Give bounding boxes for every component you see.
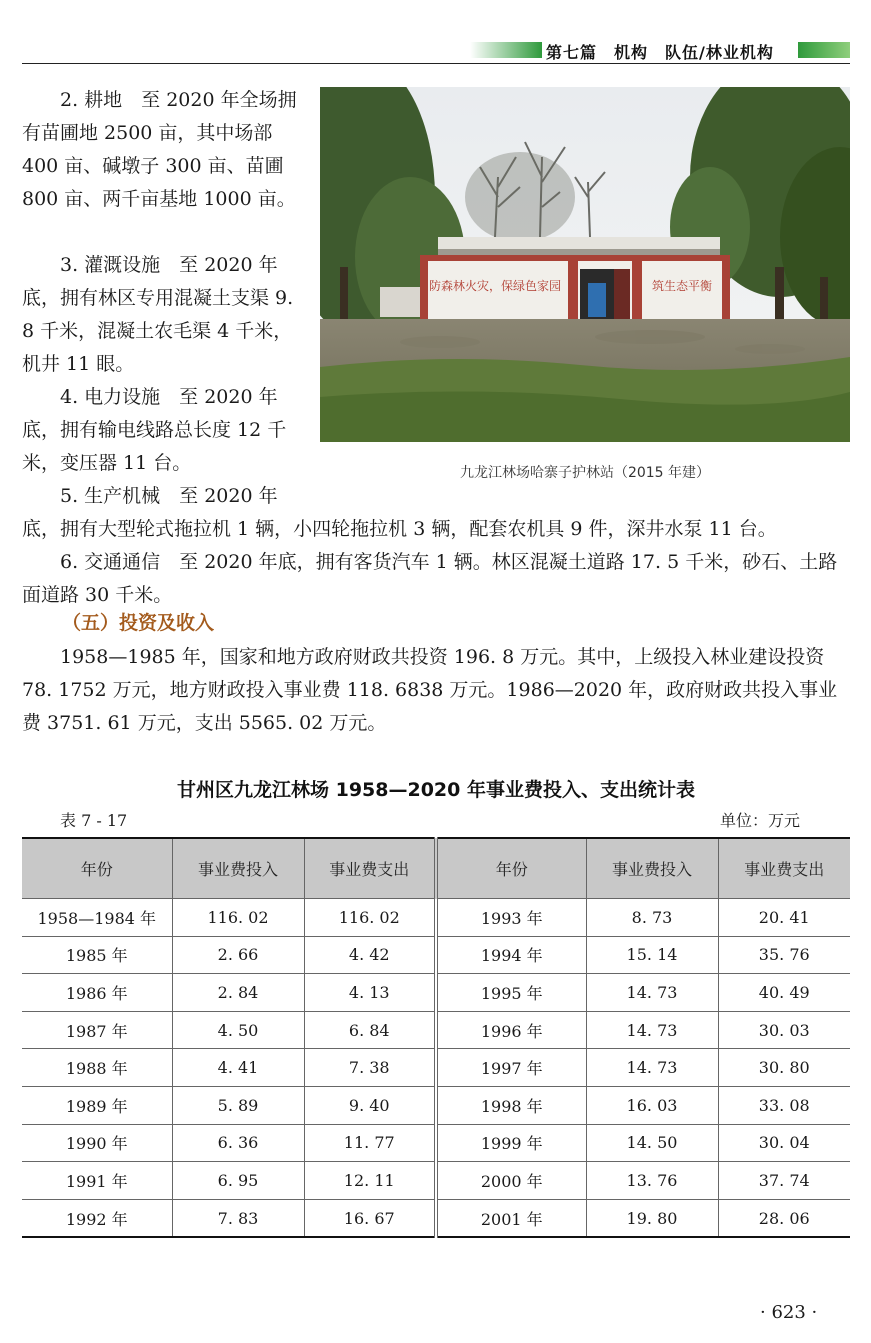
cell-expenditure: 30. 80 xyxy=(718,1049,850,1087)
header-gradient-bar-left xyxy=(470,42,542,58)
page-number: · 623 · xyxy=(760,1302,818,1323)
cell-investment: 7. 83 xyxy=(172,1199,304,1237)
cell-year: 1999 年 xyxy=(436,1124,586,1162)
cell-expenditure: 6. 84 xyxy=(304,1011,436,1049)
cell-investment: 14. 73 xyxy=(586,1049,718,1087)
expense-statistics-table xyxy=(22,837,850,1238)
cell-year: 1994 年 xyxy=(436,936,586,974)
table-title: 甘州区九龙江林场 1958—2020 年事业费投入、支出统计表 xyxy=(177,779,695,801)
header-gradient-bar-right xyxy=(798,42,850,58)
cell-expenditure: 9. 40 xyxy=(304,1086,436,1124)
cell-year: 1995 年 xyxy=(436,974,586,1012)
cell-investment: 16. 03 xyxy=(586,1086,718,1124)
header-year: 年份 xyxy=(22,838,172,899)
table-row xyxy=(22,936,850,974)
cell-investment: 2. 84 xyxy=(172,974,304,1012)
cell-investment: 13. 76 xyxy=(586,1162,718,1200)
cell-year: 1996 年 xyxy=(436,1011,586,1049)
cell-investment: 116. 02 xyxy=(172,899,304,937)
cell-year: 1987 年 xyxy=(22,1011,172,1049)
header-title: 第七篇 机构 队伍/林业机构 xyxy=(546,43,774,62)
cell-expenditure: 40. 49 xyxy=(718,974,850,1012)
paragraph-irrigation: 3. 灌溉设施 至 2020 年底，拥有林区专用混凝土支渠 9. 8 千米，混凝土农毛渠 4 千米，机井 11 眼。 xyxy=(22,254,294,375)
cell-investment: 8. 73 xyxy=(586,899,718,937)
cell-expenditure: 20. 41 xyxy=(718,899,850,937)
cell-expenditure: 37. 74 xyxy=(718,1162,850,1200)
cell-investment: 6. 36 xyxy=(172,1124,304,1162)
cell-year: 1958—1984 年 xyxy=(22,899,172,937)
slogan-left: 防森林火灾，保绿色家园 xyxy=(428,279,562,293)
table-row xyxy=(22,1049,850,1087)
slogan-right: 筑生态平衡 xyxy=(651,279,713,293)
header-investment: 事业费投入 xyxy=(586,838,718,899)
table-row xyxy=(22,974,850,1012)
table-row xyxy=(22,1162,850,1200)
running-header xyxy=(22,40,850,64)
header-investment: 事业费投入 xyxy=(172,838,304,899)
header-rule xyxy=(22,63,850,64)
paragraph-transport: 6. 交通通信 至 2020 年底，拥有客货汽车 1 辆。林区混凝土道路 17. 5 千米，砂石、土路面道路 30 千米。 xyxy=(22,551,838,606)
cell-expenditure: 4. 13 xyxy=(304,974,436,1012)
table-row xyxy=(22,1199,850,1237)
cell-year: 1990 年 xyxy=(22,1124,172,1162)
cell-year: 1985 年 xyxy=(22,936,172,974)
cell-year: 1998 年 xyxy=(436,1086,586,1124)
cell-year: 2000 年 xyxy=(436,1162,586,1200)
cell-investment: 6. 95 xyxy=(172,1162,304,1200)
cell-year: 1986 年 xyxy=(22,974,172,1012)
paragraph-power: 4. 电力设施 至 2020 年底，拥有输电线路总长度 12 千米，变压器 11 台。 xyxy=(22,386,287,474)
cell-investment: 4. 50 xyxy=(172,1011,304,1049)
cell-expenditure: 28. 06 xyxy=(718,1199,850,1237)
table-unit: 单位：万元 xyxy=(720,811,801,830)
header-expenditure: 事业费支出 xyxy=(718,838,850,899)
cell-investment: 5. 89 xyxy=(172,1086,304,1124)
cell-expenditure: 33. 08 xyxy=(718,1086,850,1124)
cell-expenditure: 12. 11 xyxy=(304,1162,436,1200)
paragraph-investment: 1958—1985 年，国家和地方政府财政共投资 196. 8 万元。其中，上级投入林业建设投资 78. 1752 万元，地方财政投入事业费 118. 6838 万元。1986—2020 年，政府财政共投入事业费 3751. 61 万元，支出 5565. 02 万元。 xyxy=(22,646,838,734)
table-header-row xyxy=(22,838,850,899)
table-number: 表 7 - 17 xyxy=(60,811,128,830)
cell-investment: 19. 80 xyxy=(586,1199,718,1237)
paragraph-machinery-start: 5. 生产机械 至 2020 年 xyxy=(60,485,278,507)
cell-year: 1997 年 xyxy=(436,1049,586,1087)
cell-investment: 14. 73 xyxy=(586,974,718,1012)
cell-year: 1988 年 xyxy=(22,1049,172,1087)
table-row xyxy=(22,1086,850,1124)
cell-year: 1992 年 xyxy=(22,1199,172,1237)
cell-investment: 2. 66 xyxy=(172,936,304,974)
cell-expenditure: 4. 42 xyxy=(304,936,436,974)
table-row xyxy=(22,1011,850,1049)
cell-year: 2001 年 xyxy=(436,1199,586,1237)
cell-year: 1993 年 xyxy=(436,899,586,937)
cell-year: 1991 年 xyxy=(22,1162,172,1200)
cell-expenditure: 11. 77 xyxy=(304,1124,436,1162)
cell-investment: 4. 41 xyxy=(172,1049,304,1087)
cell-year: 1989 年 xyxy=(22,1086,172,1124)
paragraph-farmland: 2. 耕地 至 2020 年全场拥有苗圃地 2500 亩，其中场部 400 亩、碱墩子 300 亩、苗圃 800 亩、两千亩基地 1000 亩。 xyxy=(22,89,297,210)
header-expenditure: 事业费支出 xyxy=(304,838,436,899)
table-row xyxy=(22,899,850,937)
cell-expenditure: 116. 02 xyxy=(304,899,436,937)
cell-expenditure: 30. 04 xyxy=(718,1124,850,1162)
forest-station-photo xyxy=(320,87,850,442)
cell-investment: 14. 73 xyxy=(586,1011,718,1049)
photo-caption: 九龙江林场哈寨子护林站（2015 年建） xyxy=(459,465,711,481)
header-year: 年份 xyxy=(436,838,586,899)
cell-investment: 14. 50 xyxy=(586,1124,718,1162)
cell-expenditure: 7. 38 xyxy=(304,1049,436,1087)
cell-investment: 15. 14 xyxy=(586,936,718,974)
section-heading-investment: （五）投资及收入 xyxy=(62,612,215,634)
cell-expenditure: 30. 03 xyxy=(718,1011,850,1049)
cell-expenditure: 35. 76 xyxy=(718,936,850,974)
paragraph-machinery-continued: 底，拥有大型轮式拖拉机 1 辆，小四轮拖拉机 3 辆，配套农机具 9 件，深井水泵 11 台。 xyxy=(22,518,777,540)
table-row xyxy=(22,1124,850,1162)
cell-expenditure: 16. 67 xyxy=(304,1199,436,1237)
